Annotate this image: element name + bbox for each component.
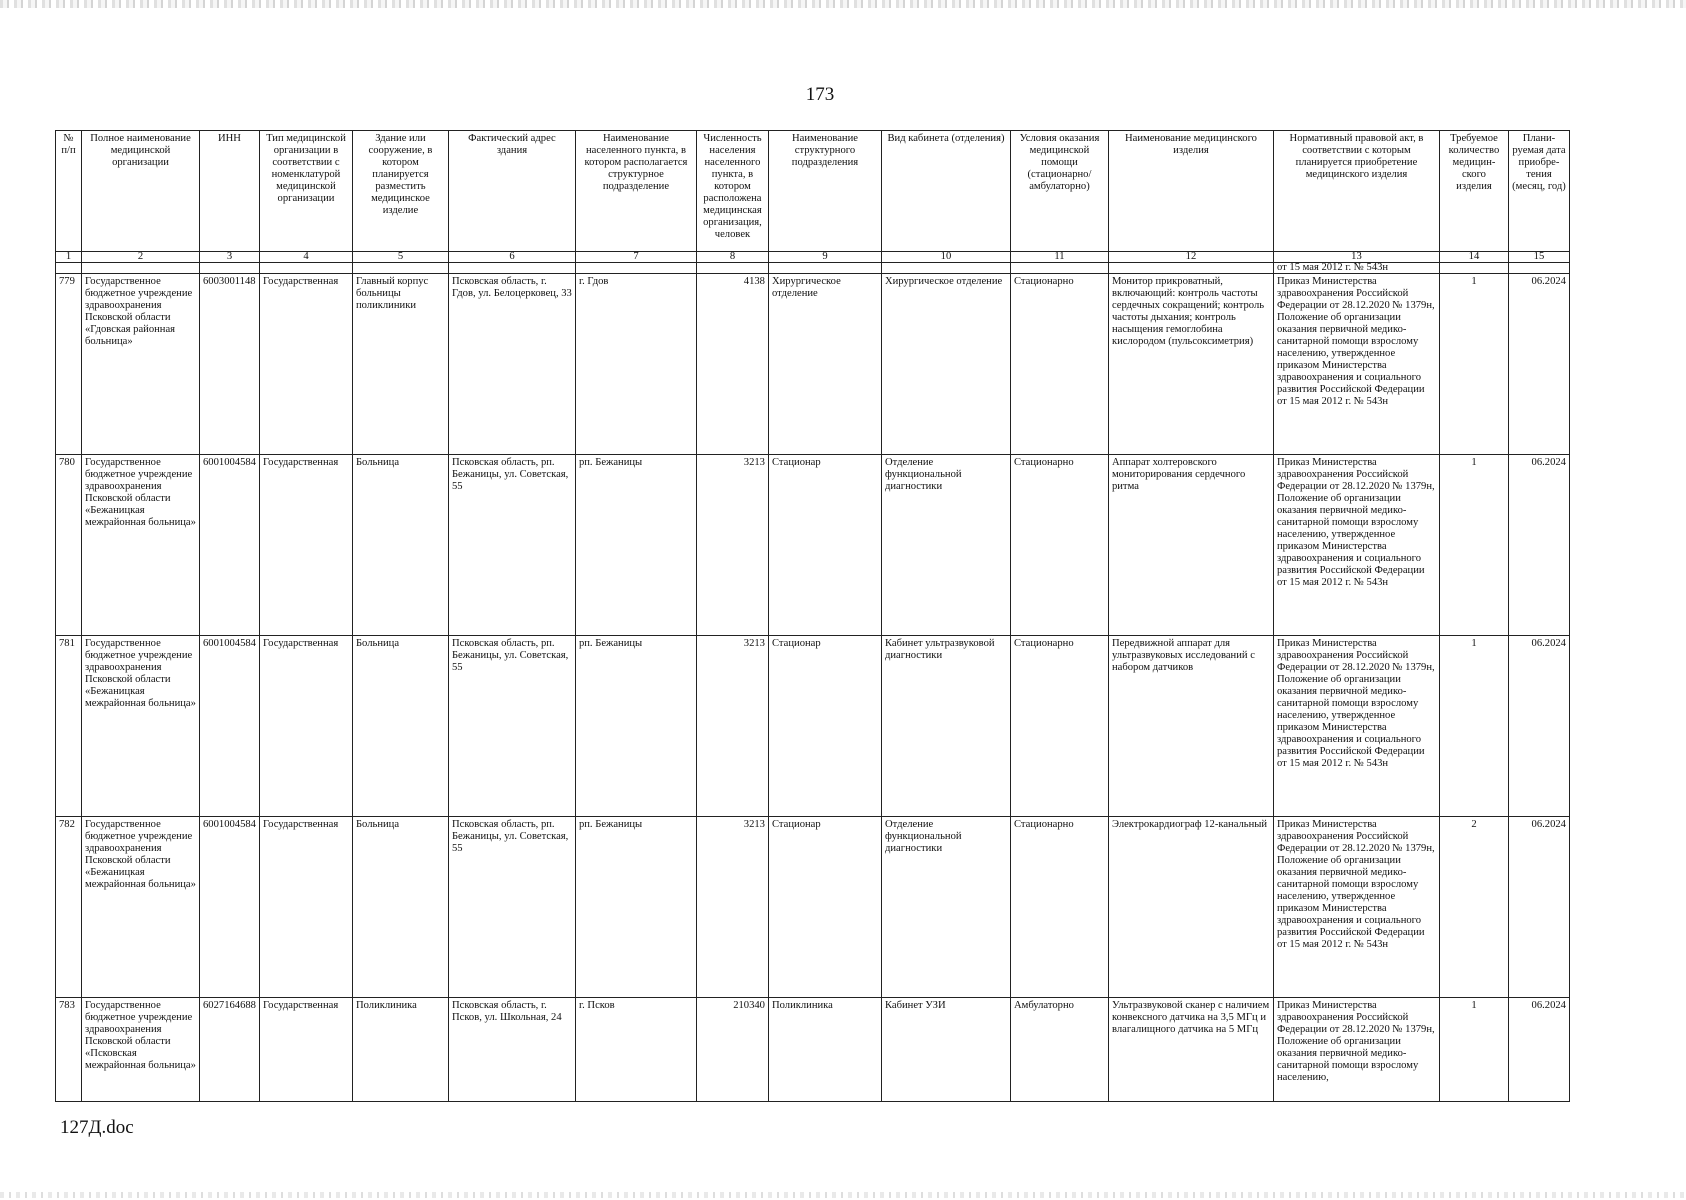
inn: 6001004584 — [200, 455, 260, 636]
planned-date: 06.2024 — [1508, 455, 1569, 636]
row-number: 782 — [56, 817, 82, 998]
row-number: 779 — [56, 274, 82, 455]
inn: 6001004584 — [200, 817, 260, 998]
column-number: 2 — [82, 252, 200, 263]
header-cell: Наименование населенного пункта, в котором располагается структурное подразделение — [575, 131, 696, 252]
medical-device: Аппарат холтеровского мониторирования сердечного ритма — [1108, 455, 1273, 636]
population: 3213 — [696, 817, 768, 998]
column-number: 4 — [259, 252, 352, 263]
medical-device: Монитор прикроватный, включающий: контроль частоты сердечных сокращений; контроль частоты дыхания; контроль насыщения гемоглобина кислородом (пульсоксиметрия) — [1108, 274, 1273, 455]
header-cell: Наименование медицинского изделия — [1108, 131, 1273, 252]
empty-cell — [1010, 263, 1108, 274]
header-cell: Наименование структурного подразделения — [768, 131, 881, 252]
empty-cell — [881, 263, 1010, 274]
header-cell: Численность населения населенного пункта, в котором расположена медицинская организация, человек — [696, 131, 768, 252]
address: Псковская область, г. Гдов, ул. Белоцерковец, 33 — [448, 274, 575, 455]
header-cell: Условия оказания медицинской помощи (стационарно/ амбулаторно) — [1010, 131, 1108, 252]
legal-act: Приказ Министерства здравоохранения Российской Федерации от 28.12.2020 № 1379н, Положение об организации оказания первичной медико-санитарной помощи взрослому населению, утвержденное приказом Министерства здравоохранения и социального развития Российской Федерации от 15 мая 2012 г. № 543н — [1273, 274, 1439, 455]
organization-type: Государственная — [259, 998, 352, 1102]
equipment-register-table — [55, 130, 1570, 1102]
organization-name: Государственное бюджетное учреждение здравоохранения Псковской области «Гдовская районная больница» — [82, 274, 200, 455]
structural-unit: Поликлиника — [768, 998, 881, 1102]
scan-edge-top — [0, 0, 1686, 8]
header-cell: Здание или сооружение, в котором планируется разместить медицинское изделие — [352, 131, 448, 252]
structural-unit: Стационар — [768, 636, 881, 817]
empty-cell — [696, 263, 768, 274]
organization-type: Государственная — [259, 274, 352, 455]
address: Псковская область, рп. Бежаницы, ул. Советская, 55 — [448, 455, 575, 636]
planned-date: 06.2024 — [1508, 636, 1569, 817]
building: Больница — [352, 817, 448, 998]
locality: рп. Бежаницы — [575, 817, 696, 998]
organization-type: Государственная — [259, 817, 352, 998]
table-row — [56, 455, 1570, 636]
quantity: 2 — [1439, 817, 1508, 998]
organization-name: Государственное бюджетное учреждение здравоохранения Псковской области «Бежаницкая межрайонная больница» — [82, 817, 200, 998]
address: Псковская область, рп. Бежаницы, ул. Советская, 55 — [448, 636, 575, 817]
continuation-row — [56, 263, 1570, 274]
planned-date: 06.2024 — [1508, 817, 1569, 998]
column-number: 7 — [575, 252, 696, 263]
planned-date: 06.2024 — [1508, 998, 1569, 1102]
organization-name: Государственное бюджетное учреждение здравоохранения Псковской области «Бежаницкая межрайонная больница» — [82, 636, 200, 817]
column-number: 8 — [696, 252, 768, 263]
row-number: 781 — [56, 636, 82, 817]
medical-device: Передвижной аппарат для ультразвуковых исследований с набором датчиков — [1108, 636, 1273, 817]
organization-name: Государственное бюджетное учреждение здравоохранения Псковской области «Бежаницкая межрайонная больница» — [82, 455, 200, 636]
building: Поликлиника — [352, 998, 448, 1102]
address: Псковская область, г. Псков, ул. Школьная, 24 — [448, 998, 575, 1102]
table-row — [56, 817, 1570, 998]
address: Псковская область, рп. Бежаницы, ул. Советская, 55 — [448, 817, 575, 998]
planned-date: 06.2024 — [1508, 274, 1569, 455]
column-number: 10 — [881, 252, 1010, 263]
population: 3213 — [696, 455, 768, 636]
column-number: 5 — [352, 252, 448, 263]
building: Главный корпус больницы поликлиники — [352, 274, 448, 455]
empty-cell — [1108, 263, 1273, 274]
column-number-row — [56, 252, 1570, 263]
column-number: 1 — [56, 252, 82, 263]
population: 3213 — [696, 636, 768, 817]
legal-act: Приказ Министерства здравоохранения Российской Федерации от 28.12.2020 № 1379н, Положение об организации оказания первичной медико-санитарной помощи взрослому населению, утвержденное приказом Министерства здравоохранения и социального развития Российской Федерации от 15 мая 2012 г. № 543н — [1273, 817, 1439, 998]
header-cell: Тип медицинской организации в соответствии с номенклатурой медицинской организации — [259, 131, 352, 252]
care-conditions: Стационарно — [1010, 455, 1108, 636]
legal-act: Приказ Министерства здравоохранения Российской Федерации от 28.12.2020 № 1379н, Положение об организации оказания первичной медико-санитарной помощи взрослому населению, утвержденное приказом Министерства здравоохранения и социального развития Российской Федерации от 15 мая 2012 г. № 543н — [1273, 636, 1439, 817]
empty-cell — [352, 263, 448, 274]
empty-cell — [768, 263, 881, 274]
structural-unit: Хирургическое отделение — [768, 274, 881, 455]
quantity: 1 — [1439, 455, 1508, 636]
table-header-row — [56, 131, 1570, 252]
header-cell: Фактический адрес здания — [448, 131, 575, 252]
column-number: 14 — [1439, 252, 1508, 263]
cabinet-type: Отделение функциональной диагностики — [881, 817, 1010, 998]
column-number: 15 — [1508, 252, 1569, 263]
inn: 6027164688 — [200, 998, 260, 1102]
page-number: 173 — [805, 84, 835, 105]
medical-device: Ультразвуковой сканер с наличием конвексного датчика на 3,5 МГц и влагалищного датчика на 5 МГц — [1108, 998, 1273, 1102]
empty-cell — [448, 263, 575, 274]
table-row — [56, 274, 1570, 455]
header-cell: Полное наименование медицинской организации — [82, 131, 200, 252]
header-cell: ИНН — [200, 131, 260, 252]
care-conditions: Стационарно — [1010, 817, 1108, 998]
building: Больница — [352, 455, 448, 636]
column-number: 11 — [1010, 252, 1108, 263]
legal-act: Приказ Министерства здравоохранения Российской Федерации от 28.12.2020 № 1379н, Положение об организации оказания первичной медико-санитарной помощи взрослому населению, утвержденное приказом Министерства здравоохранения и социального развития Российской Федерации от 15 мая 2012 г. № 543н — [1273, 455, 1439, 636]
cabinet-type: Хирургическое отделение — [881, 274, 1010, 455]
organization-name: Государственное бюджетное учреждение здравоохранения Псковской области «Псковская межрайонная больница» — [82, 998, 200, 1102]
cabinet-type: Кабинет ультразвуковой диагностики — [881, 636, 1010, 817]
header-cell: Вид кабинета (отделения) — [881, 131, 1010, 252]
header-cell: Требуемое количество медицин-ского изделия — [1439, 131, 1508, 252]
column-number: 6 — [448, 252, 575, 263]
inn: 6001004584 — [200, 636, 260, 817]
inn: 6003001148 — [200, 274, 260, 455]
empty-cell — [1439, 263, 1508, 274]
cabinet-type: Отделение функциональной диагностики — [881, 455, 1010, 636]
document-filename: 127Д.doc — [60, 1117, 134, 1138]
medical-device: Электрокардиограф 12-канальный — [1108, 817, 1273, 998]
structural-unit: Стационар — [768, 817, 881, 998]
continuation-text: от 15 мая 2012 г. № 543н — [1273, 263, 1439, 274]
care-conditions: Стационарно — [1010, 636, 1108, 817]
header-cell: Плани-руемая дата приобре-тения (месяц, год) — [1508, 131, 1569, 252]
locality: г. Гдов — [575, 274, 696, 455]
population: 210340 — [696, 998, 768, 1102]
empty-cell — [1508, 263, 1569, 274]
column-number: 12 — [1108, 252, 1273, 263]
legal-act: Приказ Министерства здравоохранения Российской Федерации от 28.12.2020 № 1379н, Положение об организации оказания первичной медико-санитарной помощи взрослому населению, — [1273, 998, 1439, 1102]
scan-edge-bottom — [0, 1192, 1686, 1198]
empty-cell — [200, 263, 260, 274]
population: 4138 — [696, 274, 768, 455]
quantity: 1 — [1439, 636, 1508, 817]
row-number: 783 — [56, 998, 82, 1102]
empty-cell — [259, 263, 352, 274]
building: Больница — [352, 636, 448, 817]
column-number: 3 — [200, 252, 260, 263]
header-cell: № п/п — [56, 131, 82, 252]
column-number: 9 — [768, 252, 881, 263]
row-number: 780 — [56, 455, 82, 636]
organization-type: Государственная — [259, 455, 352, 636]
column-number: 13 — [1273, 252, 1439, 263]
quantity: 1 — [1439, 998, 1508, 1102]
cabinet-type: Кабинет УЗИ — [881, 998, 1010, 1102]
locality: г. Псков — [575, 998, 696, 1102]
empty-cell — [56, 263, 82, 274]
empty-cell — [575, 263, 696, 274]
locality: рп. Бежаницы — [575, 455, 696, 636]
structural-unit: Стационар — [768, 455, 881, 636]
table-row — [56, 998, 1570, 1102]
header-cell: Нормативный правовой акт, в соответствии с которым планируется приобретение медицинского изделия — [1273, 131, 1439, 252]
care-conditions: Амбулаторно — [1010, 998, 1108, 1102]
organization-type: Государственная — [259, 636, 352, 817]
table-row — [56, 636, 1570, 817]
empty-cell — [82, 263, 200, 274]
care-conditions: Стационарно — [1010, 274, 1108, 455]
quantity: 1 — [1439, 274, 1508, 455]
locality: рп. Бежаницы — [575, 636, 696, 817]
